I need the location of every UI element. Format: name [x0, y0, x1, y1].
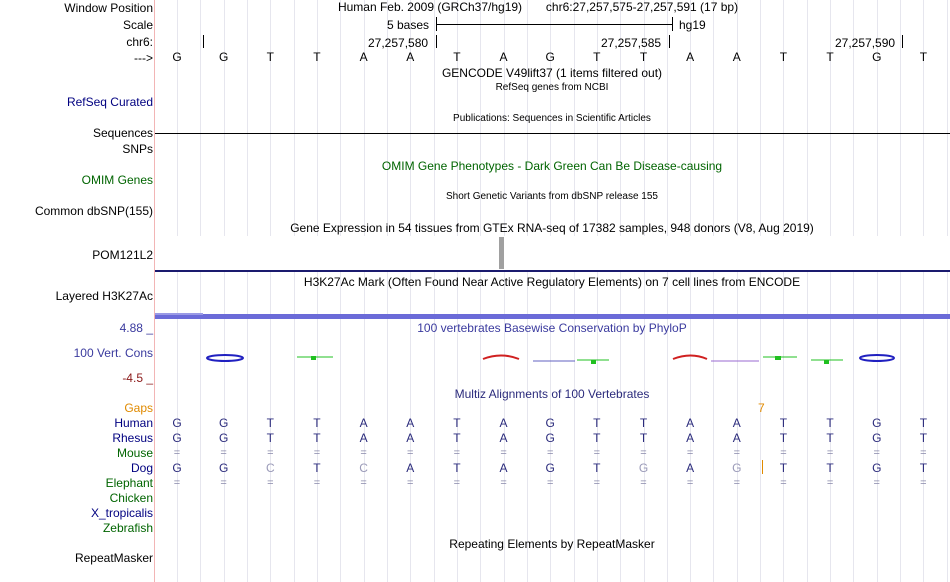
label-chr: chr6: — [126, 35, 153, 49]
label-strand-arrow[interactable]: ---> — [134, 51, 153, 65]
grid-line — [713, 0, 714, 582]
gtex-track-area[interactable] — [155, 236, 950, 270]
alignment-base: A — [406, 461, 415, 475]
grid-line — [387, 0, 388, 582]
omim-track-title: OMIM Gene Phenotypes - Dark Green Can Be Disease-causing — [381, 159, 723, 173]
publications-track-title: Publications: Sequences in Scientific Articles — [453, 113, 651, 124]
alignment-base: = — [733, 477, 741, 489]
alignment-base: = — [686, 477, 694, 489]
alignment-base: T — [639, 416, 648, 430]
alignment-base: = — [686, 447, 694, 459]
grid-line — [783, 0, 784, 582]
alignment-base: T — [826, 461, 834, 475]
grid-line — [410, 0, 411, 582]
phylop-glyph-7 — [811, 360, 843, 364]
alignment-base: A — [686, 461, 695, 475]
alignment-base: A — [359, 416, 368, 430]
alignment-base: T — [919, 416, 928, 430]
gtex-divider — [155, 270, 950, 272]
phylop-conservation-plot[interactable] — [155, 340, 950, 380]
track-label-dbsnp[interactable]: Common dbSNP(155) — [34, 204, 153, 218]
h3k27ac-signal-edge — [155, 313, 203, 315]
phylop-glyph-5 — [673, 356, 707, 360]
reference-base: T — [919, 50, 928, 64]
alignment-base: T — [313, 461, 321, 475]
alignment-base: A — [406, 431, 415, 445]
phylop-glyph-8 — [860, 355, 894, 361]
species-label[interactable]: Rhesus — [112, 431, 153, 445]
reference-base: T — [779, 50, 788, 64]
alignment-base: = — [173, 447, 181, 459]
alignment-base: G — [172, 431, 182, 445]
reference-base: G — [545, 50, 555, 64]
track-label-gaps[interactable]: Gaps — [124, 401, 153, 415]
alignment-base: = — [546, 447, 554, 459]
reference-base: T — [313, 50, 321, 64]
alignment-base: = — [593, 477, 601, 489]
grid-line — [830, 0, 831, 582]
reference-base: T — [266, 50, 274, 64]
grid-line — [620, 0, 621, 582]
refseq-track-subtitle: RefSeq genes from NCBI — [495, 82, 609, 93]
reference-base: A — [732, 50, 741, 64]
grid-line — [923, 0, 924, 582]
alignment-base: T — [313, 431, 321, 445]
sequences-divider — [155, 133, 950, 134]
alignment-base: T — [593, 461, 601, 475]
grid-line — [457, 0, 458, 582]
alignment-base: G — [638, 461, 649, 475]
alignment-base: T — [593, 431, 601, 445]
alignment-base: T — [453, 416, 461, 430]
alignment-base: T — [779, 431, 788, 445]
species-label[interactable]: Elephant — [105, 476, 153, 490]
species-label[interactable]: Zebrafish — [102, 521, 153, 535]
alignment-base: T — [453, 431, 461, 445]
alignment-base: G — [172, 461, 182, 475]
grid-line — [853, 0, 854, 582]
coord-tick — [203, 35, 204, 48]
assembly-title: Human Feb. 2009 (GRCh37/hg19) — [337, 0, 523, 14]
reference-base: G — [218, 50, 229, 64]
alignment-base: = — [267, 447, 274, 459]
reference-base: G — [172, 50, 182, 64]
alignment-base: T — [453, 461, 461, 475]
alignment-base: = — [873, 477, 880, 489]
alignment-base: = — [920, 477, 927, 489]
alignment-base: = — [173, 477, 181, 489]
coord-tick — [669, 35, 670, 48]
alignment-base: T — [266, 416, 274, 430]
reference-base: A — [359, 50, 368, 64]
alignment-base: = — [640, 447, 647, 459]
alignment-base: C — [359, 461, 368, 475]
alignment-base: G — [872, 416, 882, 430]
alignment-base: = — [220, 477, 227, 489]
alignment-base: G — [545, 416, 555, 430]
grid-line — [690, 0, 691, 582]
reference-base: G — [872, 50, 882, 64]
track-label-omim[interactable]: OMIM Genes — [81, 173, 153, 187]
h3k27ac-track-title: H3K27Ac Mark (Often Found Near Active Regulatory Elements) on 7 cell lines from ENCODE — [303, 275, 801, 289]
alignment-base: G — [872, 431, 882, 445]
alignment-base: G — [172, 416, 182, 430]
reference-base: T — [593, 50, 601, 64]
alignment-base: = — [546, 477, 554, 489]
alignment-base: = — [407, 477, 414, 489]
grid-line — [480, 0, 481, 582]
coord-label-3: 27,257,590 — [835, 36, 896, 50]
phylop-glyph-1 — [207, 355, 243, 361]
grid-line — [224, 0, 225, 582]
grid-line — [340, 0, 341, 582]
alignment-base: A — [686, 416, 695, 430]
alignment-base: = — [453, 477, 461, 489]
alignment-base: = — [780, 477, 787, 489]
phylop-glyph-6 — [711, 356, 797, 361]
grid-line — [177, 0, 178, 582]
grid-line — [434, 0, 435, 582]
alignment-base: A — [359, 431, 368, 445]
alignment-base: = — [267, 477, 274, 489]
cons-min-label: -4.5 _ — [122, 371, 153, 385]
gap-insertion-marker[interactable] — [762, 460, 763, 474]
alignment-base: A — [499, 431, 508, 445]
alignment-base: A — [732, 431, 741, 445]
reference-base: T — [826, 50, 834, 64]
position-range[interactable]: chr6:27,257,575-27,257,591 (17 bp) — [545, 0, 739, 14]
label-window-position: Window Position — [64, 1, 153, 15]
alignment-base: A — [499, 416, 508, 430]
track-label-repeatmasker[interactable]: RepeatMasker — [74, 551, 153, 565]
grid-line — [200, 0, 201, 582]
alignment-base: = — [920, 447, 927, 459]
gap-count[interactable]: 7 — [758, 401, 765, 415]
h3k27ac-signal[interactable] — [155, 314, 950, 319]
species-label[interactable]: Mouse — [116, 446, 153, 460]
alignment-base: G — [872, 461, 882, 475]
alignment-base: A — [499, 461, 508, 475]
alignment-base: T — [826, 431, 834, 445]
grid-line — [947, 0, 948, 582]
grid-line — [294, 0, 295, 582]
phylop-glyph-3 — [483, 356, 519, 360]
alignment-base: T — [919, 431, 928, 445]
scale-bar — [436, 24, 672, 25]
alignment-base: T — [779, 461, 788, 475]
grid-line — [900, 0, 901, 582]
label-scale: Scale — [122, 18, 153, 32]
phylop-glyph-2 — [297, 356, 333, 360]
track-label-pom121l2[interactable]: POM121L2 — [92, 248, 153, 262]
alignment-base: A — [686, 431, 695, 445]
coord-tick — [436, 35, 437, 48]
alignment-base: G — [218, 416, 229, 430]
grid-line — [644, 0, 645, 582]
alignment-base: G — [218, 461, 229, 475]
alignment-base: A — [406, 416, 415, 430]
alignment-base: = — [733, 447, 741, 459]
cons-max-label: 4.88 _ — [119, 321, 153, 335]
alignment-base: = — [313, 477, 321, 489]
alignment-base: = — [593, 447, 601, 459]
alignment-base: = — [360, 477, 367, 489]
grid-line — [877, 0, 878, 582]
scale-bar-assembly: hg19 — [679, 18, 706, 32]
scale-bar-label: 5 bases — [387, 18, 430, 32]
species-label[interactable]: Dog — [130, 461, 153, 475]
alignment-base: T — [313, 416, 321, 430]
alignment-base: = — [826, 477, 834, 489]
alignment-base: = — [453, 447, 461, 459]
coord-tick — [902, 35, 903, 48]
alignment-base: T — [779, 416, 788, 430]
alignment-base: = — [640, 477, 647, 489]
coord-label-2: 27,257,585 — [601, 36, 662, 50]
alignment-base: G — [545, 461, 555, 475]
alignment-base: T — [266, 431, 274, 445]
gtex-expression-bar[interactable] — [499, 237, 504, 269]
track-label-sequences[interactable]: Sequences — [92, 126, 153, 140]
alignment-base: G — [545, 431, 555, 445]
track-label-snps[interactable]: SNPs — [122, 142, 153, 156]
grid-line — [737, 0, 738, 582]
dbsnp-track-title: Short Genetic Variants from dbSNP release 155 — [446, 191, 658, 202]
phylop-track-title: 100 vertebrates Basewise Conservation by PhyloP — [417, 321, 687, 335]
grid-line — [760, 0, 761, 582]
reference-base: T — [453, 50, 461, 64]
alignment-base: A — [732, 416, 741, 430]
repeatmasker-track-title: Repeating Elements by RepeatMasker — [449, 537, 655, 551]
alignment-base: T — [919, 461, 928, 475]
coord-label-1: 27,257,580 — [368, 36, 429, 50]
alignment-base: = — [407, 447, 414, 459]
alignment-base: = — [826, 447, 834, 459]
alignment-base: = — [220, 447, 227, 459]
grid-line — [807, 0, 808, 582]
phylop-glyph-4 — [533, 360, 609, 364]
species-label[interactable]: X_tropicalis — [90, 506, 153, 520]
grid-line — [247, 0, 248, 582]
alignment-base: T — [639, 431, 648, 445]
scale-bar-right-tick — [672, 17, 673, 31]
alignment-base: = — [313, 447, 321, 459]
alignment-base: = — [500, 477, 507, 489]
alignment-base: = — [780, 447, 787, 459]
reference-base: A — [499, 50, 508, 64]
grid-line — [364, 0, 365, 582]
track-label-cons[interactable]: 100 Vert. Cons — [73, 346, 153, 360]
alignment-base: C — [265, 461, 275, 475]
alignment-base: = — [500, 447, 507, 459]
alignment-base: G — [732, 461, 742, 475]
alignment-base: T — [826, 416, 834, 430]
alignment-base: T — [593, 416, 601, 430]
gtex-track-title: Gene Expression in 54 tissues from GTEx RNA-seq of 17382 samples, 948 donors (V8, Aug 2019) — [290, 221, 814, 235]
grid-line — [667, 0, 668, 582]
track-label-h3k27ac[interactable]: Layered H3K27Ac — [55, 289, 153, 303]
track-label-refseq[interactable]: RefSeq Curated — [66, 95, 153, 109]
alignment-base: = — [873, 447, 880, 459]
gencode-track-title[interactable]: GENCODE V49lift37 (1 items filtered out) — [441, 66, 663, 80]
reference-base: A — [406, 50, 415, 64]
alignment-base: G — [218, 431, 229, 445]
grid-line — [317, 0, 318, 582]
reference-base: T — [639, 50, 648, 64]
reference-base: A — [686, 50, 695, 64]
multiz-track-title: Multiz Alignments of 100 Vertebrates — [454, 387, 650, 401]
alignment-base: = — [360, 447, 367, 459]
grid-line — [270, 0, 271, 582]
species-label[interactable]: Chicken — [109, 491, 153, 505]
species-label[interactable]: Human — [114, 416, 153, 430]
